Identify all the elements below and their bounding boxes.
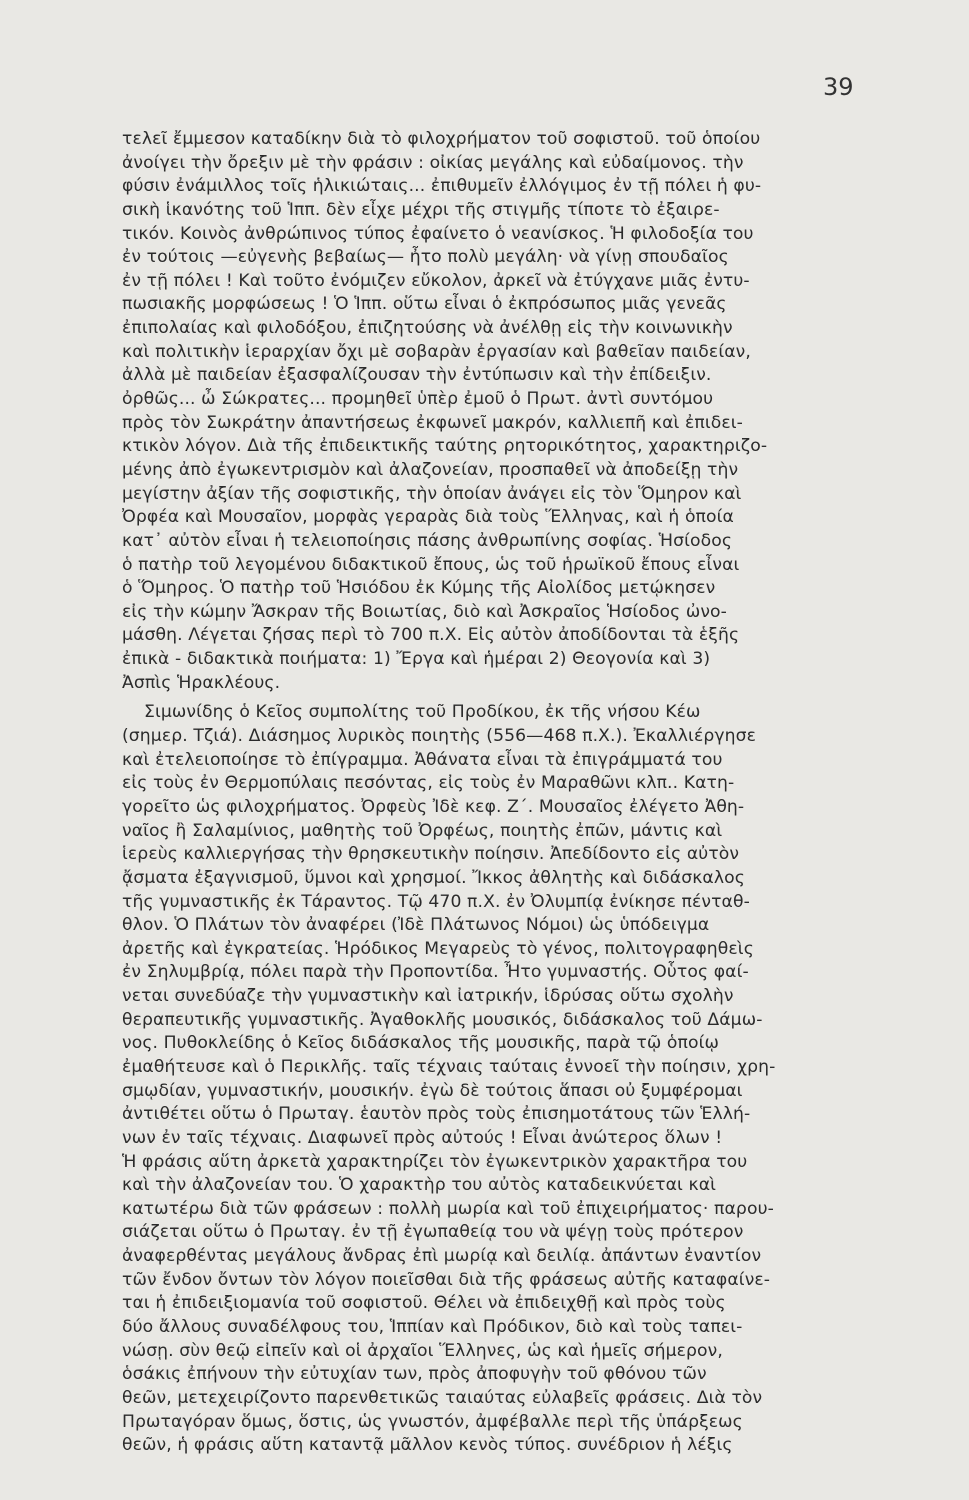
text-line: εἰς τοὺς ἐν Θερμοπύλαις πεσόντας, εἰς τοὺς ἐν Μαραθῶνι κλπ.. Κατη-: [122, 773, 735, 794]
text-line: νος. Πυθοκλείδης ὁ Κεῖος διδάσκαλος τῆς μουσικῆς, παρὰ τῷ ὁποίῳ: [122, 1033, 719, 1054]
page-number: 39: [823, 73, 854, 101]
text-line: ἀνοίγει τὴν ὄρεξιν μὲ τὴν φράσιν : οἰκίας μεγάλης καὶ εὐδαίμονος. τὴν: [122, 152, 744, 173]
text-line: σμῳδίαν, γυμναστικήν, μουσικήν. ἐγὼ δὲ τούτοις ἅπασι οὐ ξυμφέρομαι: [122, 1080, 743, 1101]
body-text: [122, 128, 862, 1458]
text-line: ἐμαθήτευσε καὶ ὁ Περικλῆς. ταῖς τέχναις ταύταις ἐννοεῖ τὴν ποίησιν, χρη-: [122, 1056, 776, 1077]
text-line: νεται συνεδύαζε τὴν γυμναστικὴν καὶ ἰατρικήν, ἱδρύσας οὕτω σχολὴν: [122, 986, 734, 1007]
text-line: ἀναφερθέντας μεγάλους ἄνδρας ἐπὶ μωρίᾳ καὶ δειλίᾳ. ἀπάντων ἐναντίον: [122, 1246, 762, 1267]
text-line: νων ἐν ταῖς τέχναις. Διαφωνεῖ πρὸς αὐτούς ! Εἶναι ἀνώτερος ὅλων !: [122, 1127, 723, 1148]
text-line: τελεῖ ἔμμεσον καταδίκην διὰ τὸ φιλοχρήματον τοῦ σοφιστοῦ. τοῦ ὁποίου: [122, 129, 761, 149]
text-line: δύο ἄλλους συναδέλφους του, Ἱππίαν καὶ Πρόδικον, διὸ καὶ τοὺς ταπει-: [122, 1317, 743, 1338]
text-line: σικὴ ἱκανότης τοῦ Ἱππ. δὲν εἶχε μέχρι τῆς στιγμῆς τίποτε τὸ ἐξαιρε-: [122, 199, 720, 220]
text-line: θλον. Ὁ Πλάτων τὸν ἀναφέρει (Ἰδὲ Πλάτωνος Νόμοι) ὡς ὑπόδειγμα: [122, 915, 710, 936]
text-line: τικόν. Κοινὸς ἀνθρώπινος τύπος ἐφαίνετο ὁ νεανίσκος. Ἡ φιλοδοξία του: [122, 223, 754, 244]
text-line: μάσθη. Λέγεται ζήσας περὶ τὸ 700 π.Χ. Εἰς αὐτὸν ἀποδίδονται τὰ ἑξῆς: [122, 625, 740, 646]
text-line: θεραπευτικῆς γυμναστικῆς. Ἀγαθοκλῆς μουσικός, διδάσκαλος τοῦ Δάμω-: [122, 1009, 763, 1030]
text-line: κατωτέρω διὰ τῶν φράσεων : πολλὴ μωρία καὶ τοῦ ἐπιχειρήματος· παρου-: [122, 1198, 774, 1219]
text-line: πρὸς τὸν Σωκράτην ἀπαντήσεως ἐκφωνεῖ μακρόν, καλλιεπῆ καὶ ἐπιδει-: [122, 412, 743, 433]
text-line: Ἀσπὶς Ἡρακλέους.: [122, 672, 281, 693]
text-line: καὶ τὴν ἀλαζονείαν του. Ὁ χαρακτὴρ του αὐτὸς καταδεικνύεται καὶ: [122, 1175, 717, 1196]
text-line: ὀρθῶς... ὦ Σώκρατες... προμηθεῖ ὑπὲρ ἐμοῦ ὁ Πρωτ. ἀντὶ συντόμου: [122, 389, 714, 410]
text-line: ται ἡ ἐπιδειξιομανία τοῦ σοφιστοῦ. Θέλει νὰ ἐπιδειχθῇ καὶ πρὸς τοὺς: [122, 1293, 726, 1314]
text-line: καὶ ἐτελειοποίησε τὸ ἐπίγραμμα. Ἀθάνατα εἶναι τὰ ἐπιγράμματά του: [122, 749, 723, 770]
text-line: ὁ Ὅμηρος. Ὁ πατὴρ τοῦ Ἡσιόδου ἐκ Κύμης τῆς Αἰολίδος μετῴκησεν: [122, 578, 716, 599]
text-line: τῆς γυμναστικῆς ἐκ Τάραντος. Τῷ 470 π.Χ. ἐν Ὀλυμπίᾳ ἐνίκησε πένταθ-: [122, 891, 750, 912]
text-line: φύσιν ἐνάμιλλος τοῖς ἡλικιώταις... ἐπιθυμεῖν ἐλλόγιμος ἐν τῇ πόλει ἡ φυ-: [122, 176, 762, 197]
text-line: εἰς τὴν κώμην Ἄσκραν τῆς Βοιωτίας, διὸ καὶ Ἀσκραῖος Ἡσίοδος ὠνο-: [122, 601, 727, 622]
text-line: κατ᾽ αὐτὸν εἶναι ἡ τελειοποίησις πάσης ἀνθρωπίνης σοφίας. Ἡσίοδος: [122, 530, 733, 551]
text-line: σιάζεται οὕτω ὁ Πρωταγ. ἐν τῇ ἐγωπαθείᾳ του νὰ ψέγῃ τοὺς πρότερον: [122, 1222, 744, 1243]
text-line: νώσῃ. σὺν θεῷ εἰπεῖν καὶ οἱ ἀρχαῖοι Ἕλληνες, ὡς καὶ ἡμεῖς σήμερον,: [122, 1340, 723, 1361]
text-line: θεῶν, μετεχειρίζοντο παρενθετικῶς ταιαύτας εὐλαβεῖς φράσεις. Διὰ τὸν: [122, 1387, 763, 1408]
text-line: τῶν ἔνδον ὄντων τὸν λόγον ποιεῖσθαι διὰ τῆς φράσεως αὐτῆς καταφαίνε-: [122, 1269, 771, 1290]
text-line: ἀλλὰ μὲ παιδείαν ἐξασφαλίζουσαν τὴν ἐντύπωσιν καὶ τὴν ἐπίδειξιν.: [122, 365, 712, 386]
text-line: μεγίστην ἀξίαν τῆς σοφιστικῆς, τὴν ὁποίαν ἀνάγει εἰς τὸν Ὅμηρον καὶ: [122, 483, 742, 504]
text-line: καὶ πολιτικὴν ἱεραρχίαν ὄχι μὲ σοβαρὰν ἐργασίαν καὶ βαθεῖαν παιδείαν,: [122, 341, 751, 362]
text-line: ἀντιθέτει οὕτω ὁ Πρωταγ. ἑαυτὸν πρὸς τοὺς ἐπισημοτάτους τῶν Ἑλλή-: [122, 1104, 751, 1125]
text-line: ἐν Σηλυμβρίᾳ, πόλει παρὰ τὴν Προποντίδα. Ἦτο γυμναστής. Οὗτος φαί-: [122, 962, 749, 983]
text-line: κτικὸν λόγον. Διὰ τῆς ἐπιδεικτικῆς ταύτης ρητορικότητος, χαρακτηριζο-: [122, 436, 768, 457]
text-line: μένης ἀπὸ ἐγωκεντρισμὸν καὶ ἀλαζονείαν, προσπαθεῖ νὰ ἀποδείξῃ τὴν: [122, 459, 739, 480]
text-line: ἐν τῇ πόλει ! Καὶ τοῦτο ἐνόμιζεν εὔκολον, ἀρκεῖ νὰ ἐτύγχανε μιᾶς ἐντυ-: [122, 270, 750, 291]
text-line: ἐπικὰ - διδακτικὰ ποιήματα: 1) Ἔργα καὶ ἡμέραι 2) Θεογονία καὶ 3): [122, 649, 711, 670]
text-line: Σιμωνίδης ὁ Κεῖος συμπολίτης τοῦ Προδίκου, ἐκ τῆς νήσου Κέω: [144, 702, 701, 723]
text-line: ναῖος ἢ Σαλαμίνιος, μαθητὴς τοῦ Ὀρφέως, ποιητὴς ἐπῶν, μάντις καὶ: [122, 820, 723, 841]
text-line: ἐπιπολαίας καὶ φιλοδόξου, ἐπιζητούσης νὰ ἀνέλθῃ εἰς τὴν κοινωνικὴν: [122, 318, 733, 339]
text-line: Ὀρφέα καὶ Μουσαῖον, μορφὰς γεραρὰς διὰ τοὺς Ἕλληνας, καὶ ἡ ὁποία: [122, 507, 734, 528]
text-line: ὁσάκις ἐπήνουν τὴν εὐτυχίαν των, πρὸς ἀποφυγὴν τοῦ φθόνου τῶν: [122, 1364, 707, 1385]
text-line: ᾄσματα ἐξαγνισμοῦ, ὕμνοι καὶ χρησμοί. Ἴκκος ἀθλητὴς καὶ διδάσκαλος: [122, 867, 745, 888]
text-line: πωσιακῆς μορφώσεως ! Ὁ Ἱππ. οὕτω εἶναι ὁ ἐκπρόσωπος μιᾶς γενεᾶς: [122, 294, 727, 315]
text-line: ὁ πατὴρ τοῦ λεγομένου διδακτικοῦ ἔπους, ὡς τοῦ ἡρωϊκοῦ ἔπους εἶναι: [122, 554, 740, 575]
text-line: θεῶν, ἡ φράσις αὕτη καταντᾷ μᾶλλον κενὸς τύπος. συνέδριον ἡ λέξις: [122, 1435, 733, 1456]
text-line: Πρωταγόραν ὅμως, ὅστις, ὡς γνωστόν, ἀμφέβαλλε περὶ τῆς ὑπάρξεως: [122, 1411, 743, 1432]
text-line: (σημερ. Τζιά). Διάσημος λυρικὸς ποιητὴς (556—468 π.Χ.). Ἐκαλλιέργησε: [122, 726, 757, 747]
text-line: ἱερεὺς καλλιεργήσας τὴν θρησκευτικὴν ποίησιν. Ἀπεδίδοντο εἰς αὐτὸν: [122, 844, 740, 865]
text-line: ἀρετῆς καὶ ἐγκρατείας. Ἡρόδικος Μεγαρεὺς τὸ γένος, πολιτογραφηθεὶς: [122, 938, 754, 959]
text-line: γορεῖτο ὡς φιλοχρήματος. Ὀρφεὺς Ἰδὲ κεφ. Ζ΄. Μουσαῖος ἐλέγετο Ἀθη-: [122, 796, 745, 817]
text-line: ἐν τούτοις —εὐγενὴς βεβαίως— ἦτο πολὺ μεγάλη· νὰ γίνῃ σπουδαῖος: [122, 247, 729, 268]
text-line: Ἡ φράσις αὕτη ἀρκετὰ χαρακτηρίζει τὸν ἐγωκεντρικὸν χαρακτῆρα του: [122, 1151, 748, 1172]
